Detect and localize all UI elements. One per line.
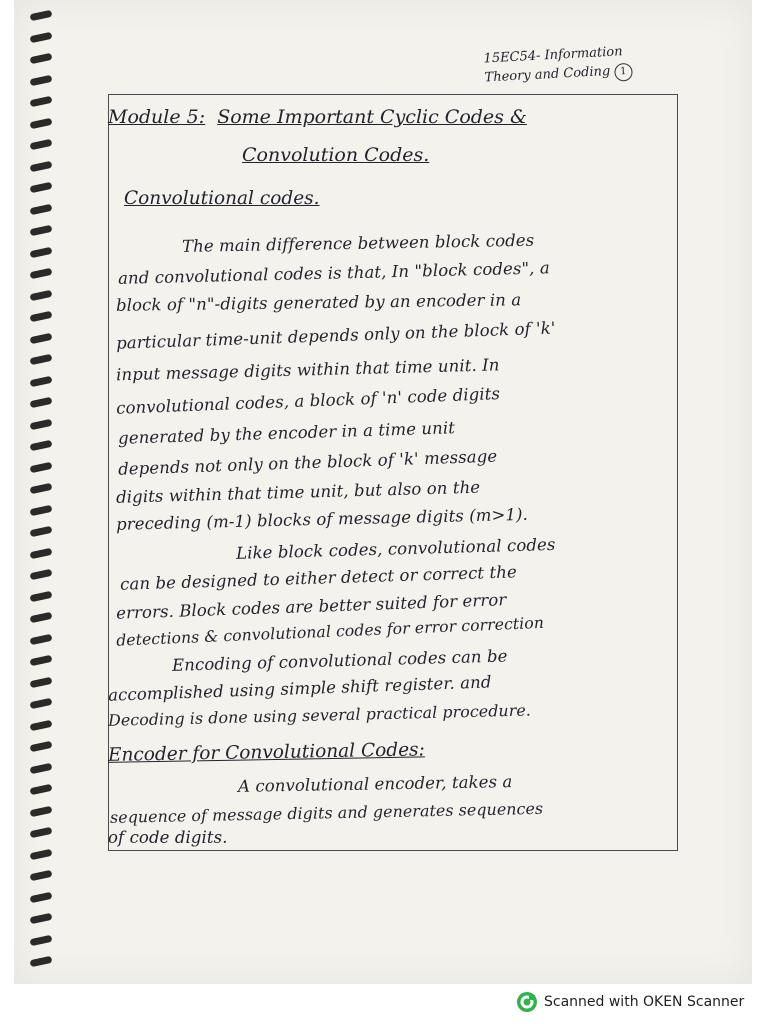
- spiral-hole: [30, 741, 53, 752]
- body-line: of code digits.: [108, 828, 228, 847]
- spiral-hole: [30, 676, 53, 687]
- body-line: A convolutional encoder, takes a: [237, 772, 513, 796]
- body-line: Encoding of convolutional codes can be: [171, 646, 508, 675]
- body-line: input message digits within that time unit. In: [115, 355, 500, 385]
- body-line: convolutional codes, a block of 'n' code digits: [115, 384, 501, 418]
- body-line: particular time-unit depends only on the block of 'k': [115, 318, 556, 353]
- spiral-hole: [30, 805, 53, 816]
- body-line: Like block codes, convolutional codes: [235, 534, 556, 563]
- spiral-hole: [30, 246, 53, 257]
- spiral-binding: [14, 0, 54, 984]
- spiral-hole: [30, 526, 53, 537]
- spiral-hole: [30, 354, 53, 365]
- spiral-hole: [30, 440, 53, 451]
- spiral-hole: [30, 225, 53, 236]
- scanner-text: Scanned with OKEN Scanner: [544, 994, 745, 1010]
- spiral-hole: [30, 934, 53, 945]
- spiral-hole: [30, 483, 53, 494]
- spiral-hole: [30, 332, 53, 343]
- spiral-hole: [30, 698, 53, 709]
- spiral-hole: [30, 268, 53, 279]
- spiral-hole: [30, 762, 53, 773]
- spiral-hole: [30, 913, 53, 924]
- spiral-hole: [30, 375, 53, 386]
- body-line: block of "n"-digits generated by an encoder in a: [115, 290, 522, 315]
- spiral-hole: [30, 289, 53, 300]
- spiral-hole: [30, 10, 53, 21]
- spiral-hole: [30, 956, 53, 967]
- spiral-hole: [30, 418, 53, 429]
- spiral-hole: [30, 203, 53, 214]
- body-line: accomplished using simple shift register. and: [107, 672, 492, 705]
- spiral-hole: [30, 139, 53, 150]
- module-title-line1: [108, 106, 668, 128]
- spiral-hole: [30, 461, 53, 472]
- module-title-text-2: Convolution Codes.: [242, 144, 430, 166]
- spiral-hole: [30, 31, 53, 42]
- spiral-hole: [30, 547, 53, 558]
- spiral-hole: [30, 397, 53, 408]
- spiral-hole: [30, 848, 53, 859]
- spiral-hole: [30, 590, 53, 601]
- body-line: and convolutional codes is that, In "block codes", a: [117, 258, 550, 288]
- body-line: sequence of message digits and generates sequences: [109, 798, 544, 827]
- section-heading-encoder: Encoder for Convolutional Codes:: [107, 739, 425, 766]
- spiral-hole: [30, 182, 53, 193]
- spiral-hole: [30, 160, 53, 171]
- module-title-text: Some Important Cyclic Codes &: [217, 106, 527, 128]
- spiral-hole: [30, 569, 53, 580]
- body-line: Decoding is done using several practical procedure.: [107, 700, 532, 730]
- body-line: The main difference between block codes: [181, 230, 535, 256]
- spiral-hole: [30, 117, 53, 128]
- oken-scanner-logo-icon: [516, 991, 538, 1013]
- module-label: Module 5:: [108, 106, 206, 128]
- page-number-badge: 1: [614, 63, 633, 82]
- scanner-watermark: [516, 991, 744, 1013]
- spiral-hole: [30, 633, 53, 644]
- body-line: errors. Block codes are better suited for error: [115, 590, 507, 623]
- body-line: preceding (m-1) blocks of message digits (m>1).: [115, 504, 529, 534]
- spiral-hole: [30, 311, 53, 322]
- spiral-hole: [30, 870, 53, 881]
- body-line: depends not only on the block of 'k' message: [117, 446, 498, 479]
- body-line: detections & convolutional codes for error correction: [115, 613, 545, 650]
- course-subject-text: Theory and Coding: [484, 63, 611, 86]
- spiral-hole: [30, 784, 53, 795]
- course-note: [483, 39, 695, 89]
- body-line: digits within that time unit, but also on the: [115, 477, 481, 507]
- spiral-hole: [30, 74, 53, 85]
- body-line: generated by the encoder in a time unit: [117, 418, 456, 448]
- module-title-line2: [242, 144, 768, 166]
- spiral-hole: [30, 612, 53, 623]
- spiral-hole: [30, 96, 53, 107]
- spiral-hole: [30, 53, 53, 64]
- course-code: 15EC54- Information: [483, 44, 623, 67]
- body-line: can be designed to either detect or correct the: [119, 562, 518, 594]
- spiral-hole: [30, 891, 53, 902]
- spiral-hole: [30, 655, 53, 666]
- spiral-hole: [30, 827, 53, 838]
- spiral-hole: [30, 504, 53, 515]
- spiral-hole: [30, 719, 53, 730]
- section-heading-convolutional-codes: Convolutional codes.: [124, 188, 320, 209]
